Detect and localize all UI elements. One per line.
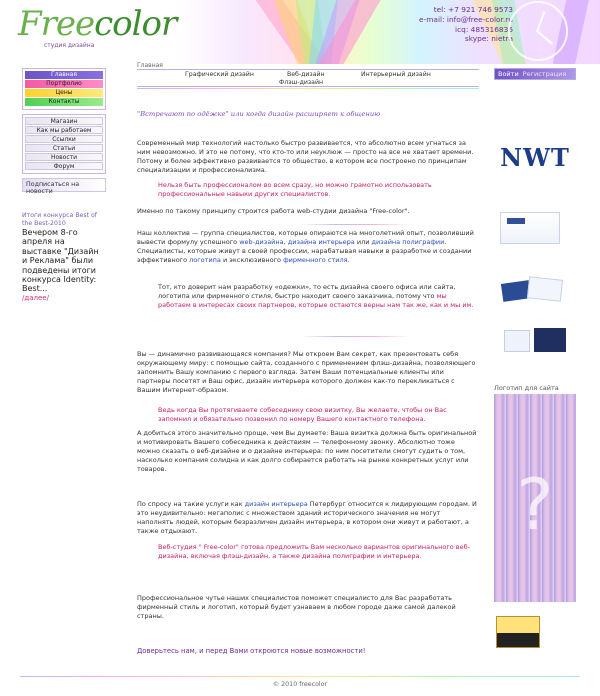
tab-flash-design[interactable]: Флэш-дизайн — [279, 79, 324, 86]
site-header — [0, 0, 600, 64]
logo-for-site-label: Логотип для сайта — [494, 384, 559, 392]
icq: icq: 485316836 — [455, 24, 513, 34]
login-link[interactable]: Войти — [498, 70, 519, 78]
main-menu — [22, 68, 106, 110]
menu-prices[interactable]: Цены — [25, 89, 103, 97]
site-logo[interactable]: Freecolor — [18, 4, 177, 44]
secondary-menu — [22, 114, 106, 174]
news-text: Вечером 8-го апреля на выставке "Дизайн и Реклама" были подведены итоги конкурса Identity: Best... — [22, 228, 99, 294]
email[interactable]: e-mail: info@free-color.ru — [419, 14, 513, 24]
menu-how-we-work[interactable]: Как мы работаем — [25, 126, 103, 134]
menu-forum[interactable]: Форум — [25, 162, 103, 170]
tab-graphic-design[interactable]: Графический дизайн — [185, 71, 254, 78]
login-bar — [494, 68, 576, 80]
menu-shop[interactable]: Магазин — [25, 117, 103, 125]
link-corporate-style[interactable]: фирменного стиля — [283, 255, 348, 264]
portfolio-envelope[interactable] — [494, 202, 576, 262]
logo-subtitle: студия дизайна — [44, 42, 95, 49]
slogan: "Встречают по одёжке" или когда дизайн расширяет к общению — [137, 110, 381, 118]
menu-links[interactable]: Ссылки — [25, 135, 103, 143]
quote-2: Тот, кто доверит нам разработку «одежки», то есть дизайна своего офиса или сайта, логотипа или фирменного стиля, быстро находит своего заказчика, потому что мы работаем в интересах своих партнеров, которые остаются верны нам так же, как и мы им. — [158, 283, 474, 309]
quote-4: Веб-студия " Free-color" готова предложить Вам несколько вариантов оригинального веб-дизайна, включая флэш-дизайн, а также дизайна полиграфии и интерьера. — [158, 543, 470, 560]
tab-web-design[interactable]: Веб-дизайн — [287, 71, 325, 78]
phone: tel: +7 921 746 9573 — [433, 5, 513, 14]
contact-block — [395, 5, 513, 44]
main-content-header — [137, 62, 479, 90]
closing-line: Доверьтесь нам, и перед Вами откроются новые возможности! — [137, 647, 366, 655]
link-logo[interactable]: логотипа — [189, 255, 221, 264]
divider — [300, 336, 410, 337]
visit-counter[interactable] — [496, 616, 540, 648]
skype: skype: nietra — [464, 34, 513, 44]
menu-contacts[interactable]: Контакты — [25, 98, 103, 106]
quote-3: Ведь когда Вы протягиваете собеседнику свою визитку, Вы желаете, чтобы он Вас запомнил и обязательно позвонил по номеру Вашего контактного телефона. — [158, 406, 447, 423]
category-tabs — [137, 69, 479, 87]
paragraph-business-card: А добиться этого значительно проще, чем Вы думаете: Ваша визитка должна быть оригинальной и мотивировать Вашего собеседника к действиям — телефонному звонку. Абсолютно тоже можно сказать о веб-дизайне и о дизайне интерьера: по ним посетители смогут судить о том, насколько компания солидна и как долго собирается работать на рынке конкретных услуг или товаров. — [137, 429, 477, 473]
register-link[interactable]: Регистрация — [522, 70, 567, 78]
link-print-design[interactable]: дизайна полиграфии — [371, 237, 445, 246]
question-mark-icon: ? — [516, 464, 554, 546]
menu-articles[interactable]: Статьи — [25, 144, 103, 152]
menu-news[interactable]: Новости — [25, 153, 103, 161]
footer-divider — [20, 676, 580, 677]
portfolio-business-cards[interactable] — [494, 272, 576, 314]
divider — [300, 224, 410, 225]
link-web-design[interactable]: web-дизайна — [239, 237, 284, 246]
tab-interior-design[interactable]: Интерьерный дизайн — [361, 71, 431, 78]
paragraph-interior: По спросу на такие услуги как дизайн интерьера Петербург относится к лидирующим городам. И это неудивительно: мегаполис с множеством зданий исторического значения не могут наполнять людей, которым безразличен дизайн интерьера, в котором они живут и работают, а также отдыхают. — [137, 500, 477, 535]
subscribe-news-button[interactable]: Подписаться на новости — [22, 178, 106, 192]
paragraph-intro: Современный мир технологий настолько быстро развивается, что абсолютно всем угнаться за ним невозможно. И это не потому, что кто-то или неуклюж — просто на все не хватает времени. Потому и более эффективно развивается то общество, в котором все построено по принципам специализации и профессионализма. — [137, 139, 474, 174]
portfolio-nwt-logo[interactable]: NWT — [494, 122, 576, 192]
paragraph-team: Наш коллектив — группа специалистов, которые опираются на многолетний опыт, позволивший вывести формулу успешного web-дизайна, дизайна интерьера или дизайна полиграфии. Специалисты, которые живут в своей профессии, нарабатывая навыки в разработке и создании эффективного логотипа и эксклюзивного фирменного стиля. — [137, 229, 474, 264]
right-sidebar — [494, 68, 576, 546]
breadcrumb[interactable]: Главная — [137, 62, 163, 69]
menu-portfolio[interactable]: Портфолио — [25, 80, 103, 88]
paragraph-studio: Именно по такому принципу строится работа web-студии дизайна "Free-color". — [137, 207, 410, 215]
news-headline[interactable]: Итоги конкурса Best of the Best-2010 — [22, 212, 97, 227]
left-sidebar — [22, 68, 106, 302]
paragraph-dynamic-company: Вы — динамично развивающаяся компания? Мы откроем Вам секрет, как презентовать себя окружающему миру: с помощью сайта, созданного с применением флэш-дизайна, позволяющего запомнить Вашу компанию с первого взгляда. Затем Ваши потенциальные клиенты или партнеры посетят и Ваш офис, дизайн интерьера которого должен как-то перекликаться с Вашим Интернет-образом. — [137, 350, 476, 394]
portfolio-stationery[interactable] — [494, 322, 576, 364]
link-interior-design[interactable]: дизайна интерьера — [287, 237, 355, 246]
link-interior-design-2[interactable]: дизайн интерьера — [244, 500, 308, 508]
divider — [137, 88, 479, 89]
footer-copyright: © 2010 freecolor — [272, 681, 328, 688]
logo-for-site-banner[interactable] — [494, 394, 576, 602]
paragraph-professional: Профессиональное чутье наших специалистов поможет специалисто для Вас разработать фирменный стиль и логотип, который будет узнаваем в любом городе даже самой далекой страны. — [137, 594, 456, 620]
news-more-link[interactable]: /далее/ — [22, 293, 49, 302]
menu-home[interactable]: Главная — [25, 71, 103, 79]
quote-1: Нельзя быть профессионалом во всем сразу, но можно грамотно использовать профессиональные навыки других специалистов. — [158, 181, 432, 198]
